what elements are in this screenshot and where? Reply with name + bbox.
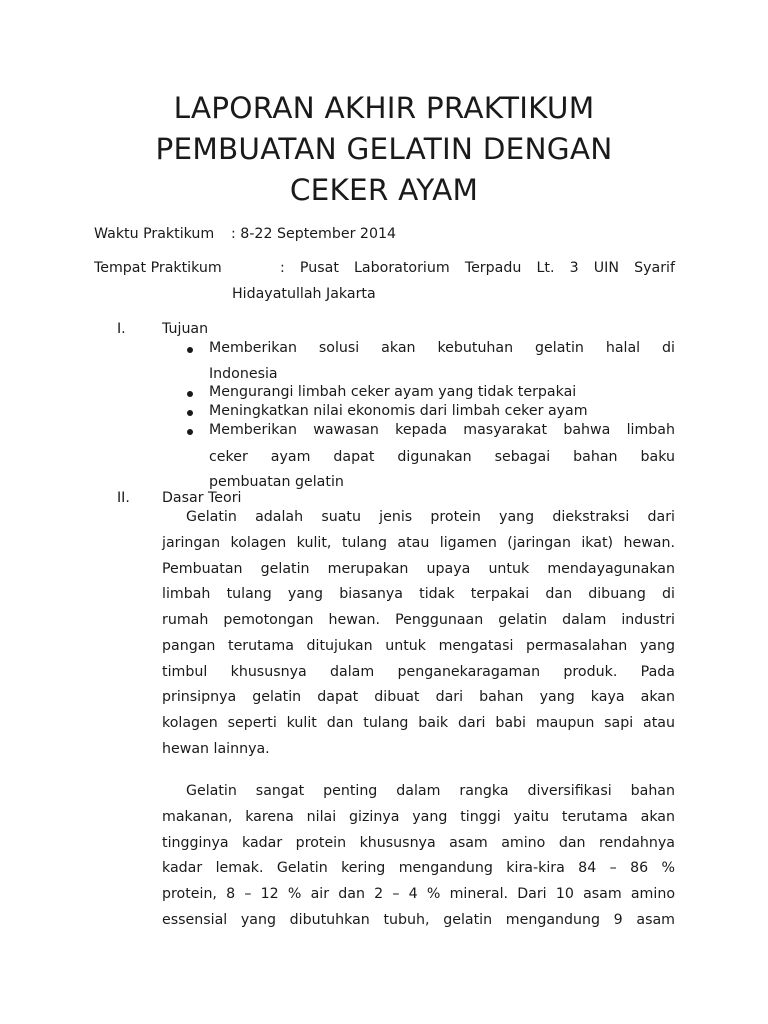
- paragraph: [162, 779, 675, 934]
- section-number: I.: [117, 321, 126, 337]
- bullet-item-continuation: ceker ayam dapat digunakan sebagai bahan baku: [209, 449, 675, 465]
- waktu-label: Waktu Praktikum: [94, 226, 215, 242]
- paragraph-line: protein, 8 – 12 % air dan 2 – 4 % mineral. Dari 10 asam amino: [162, 886, 675, 902]
- paragraph-line: timbul khususnya dalam penganekaragaman produk. Pada: [162, 663, 675, 680]
- title-line: PEMBUATAN GELATIN DENGAN: [155, 132, 613, 166]
- bullet-item-continuation: Indonesia: [209, 366, 278, 382]
- report-title: [60, 88, 708, 211]
- paragraph-line: kolagen seperti kulit dan tulang baik dari babi maupun sapi atau: [162, 715, 675, 731]
- title-line: CEKER AYAM: [289, 173, 479, 207]
- waktu-value: : 8-22 September 2014: [231, 226, 397, 242]
- paragraph-line: jaringan kolagen kulit, tulang atau ligamen (jaringan ikat) hewan.: [162, 534, 675, 551]
- paragraph-line: Gelatin sangat penting dalam rangka diversifikasi bahan: [186, 783, 675, 799]
- bullet-item-continuation: pembuatan gelatin: [209, 474, 344, 490]
- paragraph-line: tingginya kadar protein khususnya asam amino dan rendahnya: [162, 834, 675, 851]
- paragraph-line: limbah tulang yang biasanya tidak terpakai dan dibuang di: [162, 586, 675, 603]
- paragraph-line: hewan lainnya.: [162, 740, 270, 757]
- tempat-value-line: : Pusat Laboratorium Terpadu Lt. 3 UIN Syarif: [280, 260, 675, 276]
- bullet-item: Mengurangi limbah ceker ayam yang tidak terpakai: [209, 384, 577, 400]
- paragraph-line: Pembuatan gelatin merupakan upaya untuk mendayagunakan: [162, 560, 675, 577]
- paragraph-line: pangan terutama ditujukan untuk mengatasi permasalahan yang: [162, 637, 675, 654]
- paragraph-line: prinsipnya gelatin dapat dibuat dari bahan yang kaya akan: [162, 689, 675, 706]
- tempat-label: Tempat Praktikum: [94, 260, 222, 276]
- section-number: II.: [117, 490, 130, 506]
- paragraph-line: makanan, karena nilai gizinya yang tinggi yaitu terutama akan: [162, 808, 675, 825]
- bullet-item: Memberikan wawasan kepada masyarakat bahwa limbah: [209, 422, 675, 438]
- title-line: LAPORAN AKHIR PRAKTIKUM: [173, 91, 595, 125]
- paragraph-line: rumah pemotongan hewan. Penggunaan gelatin dalam industri: [162, 612, 675, 628]
- bullet-item: Memberikan solusi akan kebutuhan gelatin halal di: [209, 340, 675, 356]
- paragraph-line: Gelatin adalah suatu jenis protein yang diekstraksi dari: [186, 509, 675, 525]
- paragraph-line: kadar lemak. Gelatin kering mengandung kira-kira 84 – 86 %: [162, 860, 675, 877]
- section-heading: Tujuan: [162, 321, 209, 337]
- paragraph-line: essensial yang dibutuhkan tubuh, gelatin mengandung 9 asam: [162, 911, 675, 928]
- bullet-item: Meningkatkan nilai ekonomis dari limbah ceker ayam: [209, 403, 588, 419]
- tempat-value-line: Hidayatullah Jakarta: [232, 286, 376, 302]
- section-heading: Dasar Teori: [162, 490, 242, 506]
- paragraph: [162, 505, 675, 763]
